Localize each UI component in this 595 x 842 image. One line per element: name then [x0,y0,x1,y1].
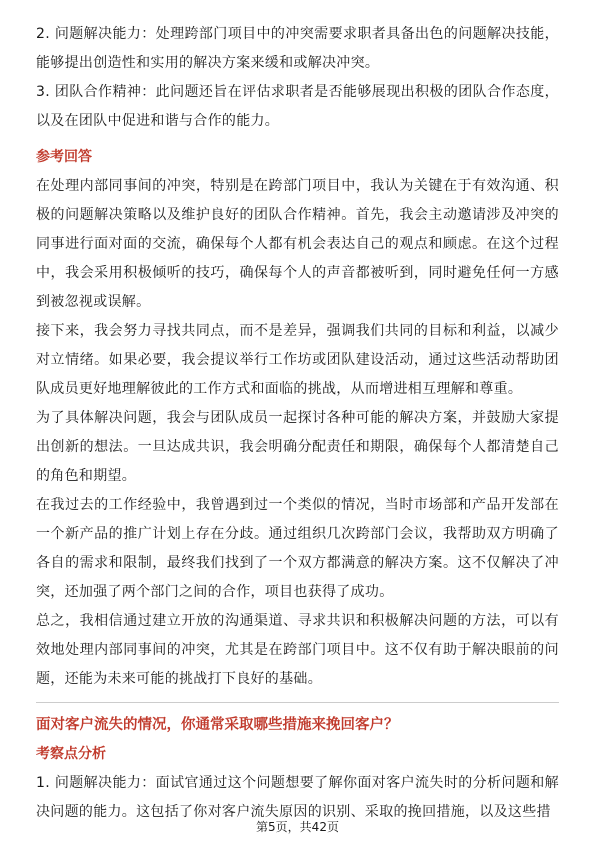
answer-heading: 参考回答 [36,149,92,165]
page-footer: 第5页，共42页 [256,820,339,834]
answer-paragraph: 在处理内部同事间的冲突，特别是在跨部门项目中，我认为关键在于有效沟通、积极的问题解决策略以及维护良好的团队合作精神。首先，我会主动邀请涉及冲突的同事进行面对面的交流，确保每个人都有机会表达自己的观点和顾虑。在这个过程中，我会采用积极倾听的技巧，确保每个人的声音都被听到，同时避免任何一方感到被忽视或误解。 [36,178,559,310]
intro-item-3: 3. 团队合作精神：此问题还旨在评估求职者是否能够展现出积极的团队合作态度，以及在团队中促进和谐与合作的能力。 [36,84,559,129]
answer-paragraph: 在我过去的工作经验中，我曾遇到过一个类似的情况，当时市场部和产品开发部在一个新产品的推广计划上存在分歧。通过组织几次跨部门会议，我帮助双方明确了各自的需求和限制，最终我们找到了一个双方都满意的解决方案。这不仅解决了冲突，还加强了两个部门之间的合作，项目也获得了成功。 [36,497,559,600]
answer-paragraph: 总之，我相信通过建立开放的沟通渠道、寻求共识和积极解决问题的方法，可以有效地处理内部同事间的冲突，尤其是在跨部门项目中。这不仅有助于解决眼前的问题，还能为未来可能的挑战打下良好的基础。 [36,613,559,687]
analysis-item-1: 1. 问题解决能力：面试官通过这个问题想要了解你面对客户流失时的分析问题和解决问题的能力。这包括了你对客户流失原因的识别、采取的挽回措施，以及这些措 [36,775,559,820]
analysis-heading: 考察点分析 [36,746,106,762]
question-title: 面对客户流失的情况，你通常采取哪些措施来挽回客户？ [36,717,399,733]
answer-paragraph: 接下来，我会努力寻找共同点，而不是差异，强调我们共同的目标和利益，以减少对立情绪。如果必要，我会提议举行工作坊或团队建设活动，通过这些活动帮助团队成员更好地理解彼此的工作方式和面临的挑战，从而增进相互理解和尊重。 [36,323,559,397]
page-content [36,20,559,827]
answer-paragraph: 为了具体解决问题，我会与团队成员一起探讨各种可能的解决方案，并鼓励大家提出创新的想法。一旦达成共识，我会明确分配责任和期限，确保每个人都清楚自己的角色和期望。 [36,410,559,484]
section-divider [36,702,559,703]
intro-item-2: 2. 问题解决能力：处理跨部门项目中的冲突需要求职者具备出色的问题解决技能，能够提出创造性和实用的解决方案来缓和或解决冲突。 [36,26,559,71]
